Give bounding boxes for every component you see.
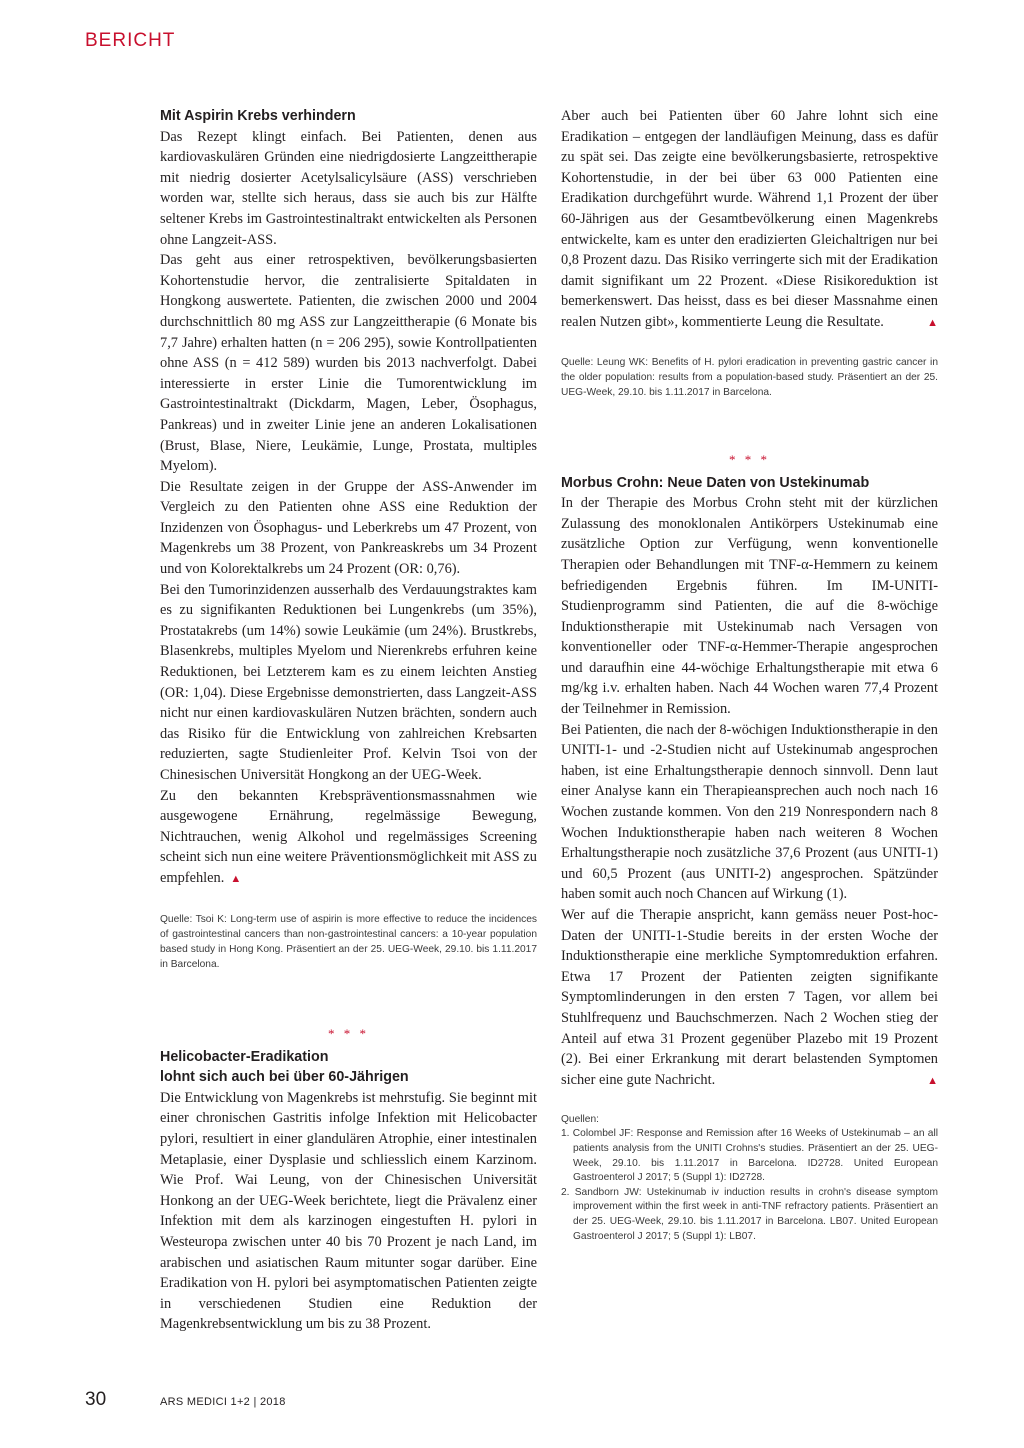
crohn-source-2: 2. Sandborn JW: Ustekinumab iv induction results in crohn's disease symptom improvement within the first week in anti-TNF refractory patients. Präsentiert an der 25. UEG-Week, 29.10. bis 1.11.2017 in Barcelona. LB07. United European Gastroenterol J 2017; 5 (Suppl 1): LB07. xyxy=(561,1186,938,1242)
page-number: 30 xyxy=(85,1389,107,1410)
end-of-article-icon: ▲ xyxy=(230,872,242,885)
helicobacter-source: Quelle: Leung WK: Benefits of H. pylori eradication in preventing gastric cancer in the older population: results from a population-based study. Präsentiert an der 25. UEG-Week, 29.10. bis 1.11.2017 in Barcelona. xyxy=(561,356,938,398)
journal-issue: ARS MEDICI 1+2 | 2018 xyxy=(160,1396,286,1408)
aspirin-paragraph-3: Die Resultate zeigen in der Gruppe der ASS-Anwender im Vergleich zu den Patienten ohne ASS eine Reduktion der Inzidenzen von Ösophagus- und Leberkrebs um 47 Prozent, von Magenkrebs um 38 Prozent, von Pankreaskrebs um 34 Prozent und von Kolorektalkrebs um 24 Prozent (OR: 0,76). xyxy=(160,478,537,578)
crohn-source-1: 1. Colombel JF: Response and Remission after 16 Weeks of Ustekinumab – an all patients analysis from the UNITI Crohns's studies. Präsentiert an der 25. UEG-Week, 29.10. bis 1.11.2017 in Barcelona. ID2728. United European Gastroenterol J 2017; 5 (Suppl 1): ID2728. xyxy=(561,1128,938,1184)
crohn-sources-label: Quellen: xyxy=(561,1114,599,1126)
crohn-sources-list xyxy=(561,1127,938,1244)
crohn-paragraph-3-wrap xyxy=(561,905,938,1090)
helicobacter-paragraph-1: Die Entwicklung von Magenkrebs ist mehrstufig. Sie beginnt mit einer chronischen Gastritis infolge Infektion mit Helicobacter pylori, resultiert in einer glandulären Atrophie, einer intestinalen Metaplasie, einer Dysplasie und schliesslich einem Karzinom. Wie Prof. Wai Leung, von der Chinesischen Universität Honkong an der UEG-Week berichtete, liegt die Prävalenz einer Infektion mit dem als karzinogen eingestuften H. pylori in Westeuropa zwischen unter 40 bis 70 Prozent je nach Land, im arabischen und asiatischen Raum mitunter sogar darüber. Eine Eradikation von H. pylori bei asymptomatischen Patienten zeigte in verschiedenen Studien eine Reduktion der Magenkrebsentwicklung um bis zu 38 Prozent. xyxy=(160,1089,537,1333)
section-label: BERICHT xyxy=(85,30,176,51)
section-separator-stars: * * * xyxy=(729,451,770,467)
crohn-paragraph-3: Wer auf die Therapie anspricht, kann gemäss neuer Post-hoc-Daten der UNITI-1-Studie bereits in der ersten Woche der Induktionstherapie eine merkliche Symptomreduktion erfahren. Etwa 17 Prozent der Patienten zeigten signifikante Symptomlinderungen in den ersten 7 Tagen, vor allem bei Stuhlfrequenz und Bauchschmerzen. Nach 2 Wochen stieg der Anteil auf etwa 31 Prozent gegenüber Plazebo mit 19 Prozent (2). Bei einer Erkrankung mit derart belastenden Symptomen sicher eine gute Nachricht. xyxy=(561,907,938,1088)
aspirin-paragraph-1: Das Rezept klingt einfach. Bei Patienten, denen aus kardiovaskulären Gründen eine niedrigdosierte Langzeittherapie mit niedrig dosierter Acetylsalicylsäure (ASS) verschrieben worden war, stellte sich heraus, dass sie auch bis zur Hälfte seltener Krebs im Gastrointestinaltrakt entwickelten als Personen ohne Langzeit-ASS. xyxy=(160,128,537,248)
crohn-paragraph-2: Bei Patienten, die nach der 8-wöchigen Induktionstherapie in den UNITI-1- und -2-Studien nicht auf Ustekinumab angesprochen haben, ist eine Erhaltungstherapie dennoch sinnvoll. Denn laut einer Analyse kann ein Therapieansprechen auch noch nach 16 Wochen zustande kommen. Von den 219 Nonrespondern nach 8 Wochen Induktionstherapie haben nach weiteren 8 Wochen Erhaltungstherapie noch zusätzliche 37,6 Prozent (aus UNITI-1) und 60,5 Prozent (aus UNITI-2) angesprochen. Spätzünder haben somit auch noch Chancen auf Wirkung (1). xyxy=(561,721,938,903)
crohn-paragraph-1: In der Therapie des Morbus Crohn steht mit der kürzlichen Zulassung des monoklonalen Antikörpers Ustekinumab eine zusätzliche Option zur Verfügung, wenn konventionelle Therapien oder Behandlungen mit TNF-α-Hemmern zu keinem befriedigenden Ergebnis führen. Im IM-UNITI-Studienprogramm sind Patienten, die auf die 8-wöchige Induktionstherapie mit Ustekinumab nach Versagen von konventioneller oder TNF-α-Hemmer-Therapie angesprochen und daraufhin eine 44-wöchige Erhaltungstherapie mit etwa 6 mg/kg i.v. erhalten haben. Nach 44 Wochen waren 77,4 Prozent der Teilnehmer in Remission. xyxy=(561,495,938,718)
aspirin-paragraph-4: Bei den Tumorinzidenzen ausserhalb des Verdauungstraktes kam es zu signifikanten Reduktionen bei Lungenkrebs (um 35%), Prostatakrebs (um 14%) sowie Leukämie (um 24%). Brustkrebs, Blasenkrebs, multiples Myelom und Nierenkrebs erfuhren keine Reduktionen, bei Letzterem kam es zu einem leichten Anstieg (OR: 1,04). Diese Ergebnisse demonstrierten, dass Langzeit-ASS nicht nur einen kardiovaskulären Nutzen brächten, sondern auch das Risiko für die Entwicklung von zahlreichen Krebsarten reduzierten, sagte Studienleiter Prof. Kelvin Tsoi von der Chinesischen Universität Hongkong an der UEG-Week. xyxy=(160,581,537,783)
end-of-article-icon: ▲ xyxy=(927,316,938,329)
helicobacter-paragraph-2: Aber auch bei Patienten über 60 Jahre lohnt sich eine Eradikation – entgegen der landläufigen Meinung, dass es dafür zu spät sei. Das zeigte eine bevölkerungsbasierte, retrospektive Kohortenstudie, in der bei über 63 000 Patienten eine Eradikation durchgeführt wurde. Während 1,1 Prozent der über 60-Jährigen aus der Gesamtbevölkerung einen Magenkrebs entwickelte, kam es unter den eradizierten Gleichaltrigen nur bei 0,8 Prozent dazu. Das Risiko verringerte sich mit der Eradikation damit signifikant um 22 Prozent. «Diese Risikoreduktion ist bemerkenswert. Das heisst, dass es bei dieser Massnahme einen realen Nutzen gibt», kommentierte Leung die Resultate. xyxy=(561,108,938,330)
helicobacter-heading-line-2: lohnt sich auch bei über 60-Jährigen xyxy=(160,1069,409,1086)
helicobacter-paragraph-2-wrap xyxy=(561,106,938,333)
right-column xyxy=(561,106,938,1244)
aspirin-heading: Mit Aspirin Krebs verhindern xyxy=(160,108,356,124)
helicobacter-heading-line-1: Helicobacter-Eradikation xyxy=(160,1048,329,1065)
left-column xyxy=(160,106,537,1335)
aspirin-source: Quelle: Tsoi K: Long-term use of aspirin is more effective to reduce the incidences of gastrointestinal cancers than non-gastrointestinal cancers: a 10-year population based study in Hong Kong. Präsentiert an der 25. UEG-Week, 29.10. bis 1.11.2017 in Barcelona. xyxy=(160,913,537,970)
section-separator-stars: * * * xyxy=(328,1025,369,1041)
aspirin-paragraph-5: Zu den bekannten Krebspräventionsmassnahmen wie ausgewogene Ernährung, regelmässige Bewegung, Nichtrauchen, wenig Alkohol und regelmässiges Screening scheint sich nun eine weitere Präventionsmöglichkeit mit ASS zu empfehlen. xyxy=(160,787,537,886)
aspirin-paragraph-5-wrap xyxy=(160,786,537,890)
aspirin-paragraph-2: Das geht aus einer retrospektiven, bevölkerungsbasierten Kohortenstudie hervor, die zentralisierte Spitaldaten in Hongkong auswertete. Patienten, die zwischen 2000 und 2004 durchschnittlich 80 mg ASS zur Langzeittherapie (6 Monate bis 7,7 Jahre) erhalten hatten (n = 206 295), sowie Kontrollpatienten ohne ASS (n = 412 589) wurden bis 2013 nachverfolgt. Dabei interessierte in erster Linie die Tumorentwicklung im Gastrointestinaltrakt (Dickdarm, Magen, Leber, Ösophagus, Pankreas) und in zweiter Linie jene an anderen Lokalisationen (Brust, Blase, Niere, Leukämie, Lunge, Prostata, multiples Myelom). xyxy=(160,252,537,475)
end-of-article-icon: ▲ xyxy=(927,1074,938,1087)
crohn-heading: Morbus Crohn: Neue Daten von Ustekinumab xyxy=(561,474,870,491)
